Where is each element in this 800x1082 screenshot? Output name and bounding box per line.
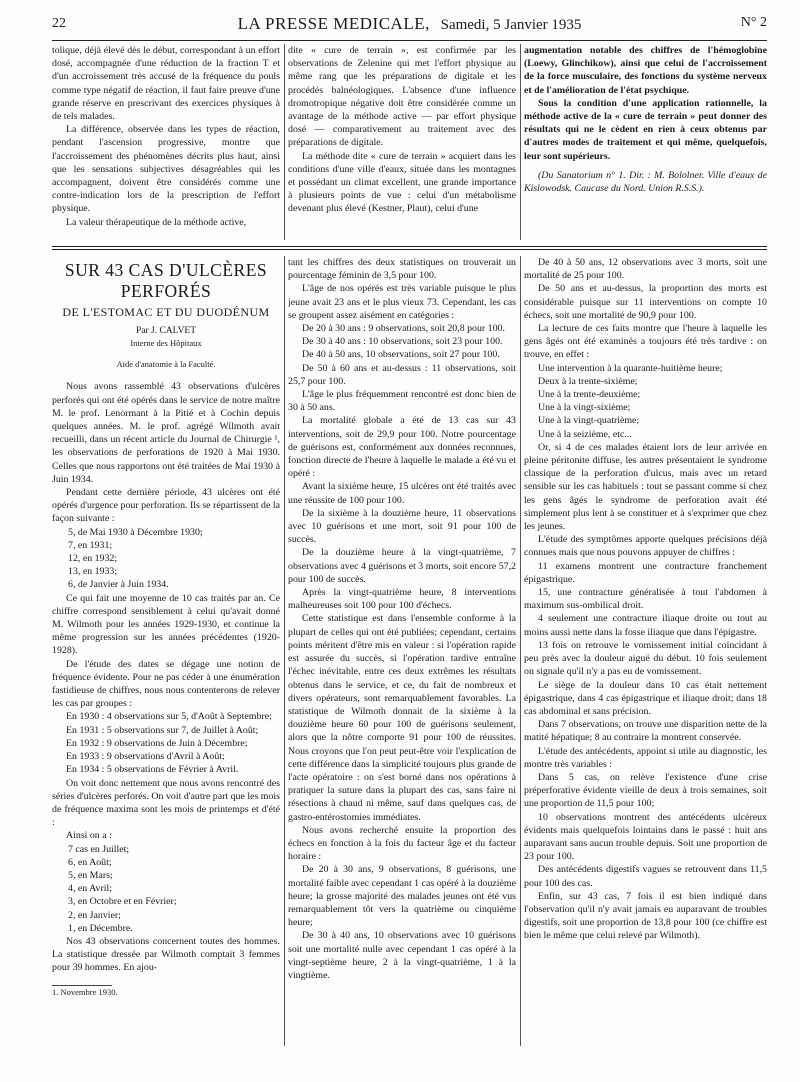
page-number: 22 bbox=[52, 16, 66, 31]
paragraph: De 50 ans et au-dessus, la proportion des morts est considérable puisque sur 11 interventions on compte 10 échecs, soit une mortalité de 90,9 pour 100. bbox=[524, 283, 767, 321]
paragraph: 5, en Mars; bbox=[68, 869, 113, 881]
paragraph: 11 examens montrent une contracture franchement épigastrique. bbox=[524, 560, 767, 585]
paragraph: Une intervention à la quarante-huitième heure; bbox=[538, 362, 723, 374]
paragraph: Cette statistique est dans l'ensemble conforme à la plupart de celles qui ont été publiées; cependant, certains points méritent d'être mis en valeur : si l'opération rapide est assurée du succès, si l'opération tardive entraîne l'échec inévitable, entre ces deux extrêmes les résultats obtenus dans le service, et ce, du fait de nombreux et divers opérateurs, sont remarquablement favorables. La statistique de Wilmoth donnait de la sixième à la douzième heure 60 pour 100 de guérisons seulement, alors que la nôtre comporte 91 pour 100 de réussites. Nous croyons que l'on peut peut-être voir l'explication de cette différence dans la simplicité toujours plus grande de l'acte opératoire : on s'est borné dans nos opérations à pratiquer la suture dans la plupart des cas, sans faire ni résections à chaud ni même, sauf dans quelques cas, de gastro-entérostomies immédiates. bbox=[288, 613, 516, 823]
issue-number: N° 2 bbox=[740, 15, 767, 30]
paragraph: Une à la trente-deuxième; bbox=[538, 389, 641, 401]
paragraph: Sous la condition d'une application rationnelle, la méthode active de la « cure de terrain » peut donner des résultats qui ne le cèdent en rien à ceux obtenus par d'autres modes de traitement et qui même, quelquefois, leur sont supérieurs. bbox=[524, 97, 767, 162]
author-role: Interne des Hôpitaux bbox=[130, 338, 202, 349]
paragraph: La valeur thérapeutique de la méthode active, bbox=[66, 216, 247, 228]
article-column-2 bbox=[288, 256, 516, 1066]
affiliation-note: (Du Sanatorium n° 1. Dir. : M. Bololner. Ville d'eaux de Kislowodsk. Caucase du Nord. Union R.S.S.). bbox=[524, 169, 767, 195]
paragraph: De 50 à 60 ans et au-dessus : 11 observations, soit 25,7 pour 100. bbox=[288, 362, 516, 387]
paragraph: 3, en Octobre et en Février; bbox=[68, 896, 177, 908]
paragraph: De 30 à 40 ans : 10 observations, soit 23 pour 100. bbox=[302, 336, 503, 348]
paragraph: Après la vingt-quatrième heure, 8 interventions malheureuses soit 100 pour 100 d'échecs. bbox=[288, 587, 516, 612]
paragraph: La méthode dite « cure de terrain » acquiert dans les conditions d'une ville d'eaux, située dans les montagnes et possédant un climat excellent, une grande importance à plusieurs points de vue : celui d'un métabolisme devenant plus élevé (Kestner, Plaut), celui d'une bbox=[288, 150, 516, 215]
paragraph: Or, si 4 de ces malades étaient lors de leur arrivée en pleine péritonite diffuse, les autres présentaient le syndrome classique de la perforation d'ulcus, mais avec un retard sensible sur les cas habituels : tout se passant comme si chez les gens âgés le syndrome de perforation avait été simplement plus lent à se constituer et à s'exprimer que chez les jeunes. bbox=[524, 441, 767, 533]
paragraph: tant les chiffres des deux statistiques on trouverait un pourcentage féminin de 3,5 pour 100. bbox=[288, 257, 516, 282]
paragraph: En 1932 : 9 observations de Juin à Décembre; bbox=[66, 737, 248, 749]
paragraph: 10 observations montrent des antécédents ulcéreux évidents mais quelquefois lointains dans le passé : huit ans auparavant sans aucun trouble depuis. Soit une proportion de 23 pour 100. bbox=[524, 811, 767, 863]
paragraph: L'âge de nos opérés est très variable puisque le plus jeune avait 23 ans et le plus vieux 73. Cependant, les cas se groupent assez aisément en catégories : bbox=[288, 283, 516, 321]
article-title bbox=[52, 260, 280, 302]
paragraph: 13, en 1933; bbox=[68, 566, 118, 578]
paragraph: tolique, déjà élevé dès le début, correspondant à un effort dosé, accompagnée d'une réduction de la fraction T et d'un accroissement très accusé de la fréquence du pouls comme type négatif de réaction, il faut faire preuve d'une grande réserve en prescrivant des exercices physiques à de tels malades. bbox=[52, 45, 280, 123]
article-column-1 bbox=[52, 256, 280, 1066]
paragraph: 6, de Janvier à Juin 1934. bbox=[68, 579, 169, 591]
paragraph: L'étude des symptômes apporte quelques précisions déjà connues mais que nous pouvons appuyer de chiffres : bbox=[524, 534, 767, 559]
paragraph: Deux à la trente-sixième; bbox=[538, 375, 638, 387]
paragraph: La différence, observée dans les types de réaction, pendant l'ascension progressive, montre que l'accroissement des phénomènes décrits plus haut, ainsi que les sensations subjectives désagréables qui les accompagnent, doivent être considérés comme une contre-indication lors de la prescription de l'effort physique. bbox=[52, 124, 280, 215]
masthead bbox=[52, 14, 767, 34]
article-text bbox=[52, 380, 280, 974]
paragraph: En 1934 : 5 observations de Février à Avril. bbox=[66, 764, 239, 776]
paragraph: De 40 à 50 ans, 12 observations avec 3 morts, soit une mortalité de 25 pour 100. bbox=[524, 257, 767, 282]
paragraph: Nous avons rassemblé 43 observations d'ulcères perforés qui ont été opérés dans le service de notre maître M. le prof. Lenormant à la Pitié et à Cochin depuis quelques années. M. le prof. agrégé Wilmoth avait recueilli, dans un récent article du Journal de Chirurgie ¹, les observations de perforations de 1920 à Mai 1930. Celles que nous rapportons ont été traitées de Mai 1930 à Juin 1934. bbox=[52, 381, 280, 485]
paragraph: En 1933 : 9 observations d'Avril à Août; bbox=[66, 751, 225, 763]
paragraph: Ainsi on a : bbox=[66, 830, 112, 842]
paragraph: Dans 7 observations, on trouve une disparition nette de la matité hépatique; 8 au contraire la montrent conservée. bbox=[524, 719, 767, 744]
title-line-1: SUR 43 CAS D'ULCÈRES bbox=[64, 260, 268, 280]
top-column-1 bbox=[52, 44, 280, 244]
section-rule bbox=[52, 246, 767, 247]
paragraph: 1, en Décembre. bbox=[68, 922, 133, 934]
masthead-date: Samedi, 5 Janvier 1935 bbox=[440, 17, 582, 33]
section-rule bbox=[52, 249, 767, 250]
paragraph: Une à la vingt-sixième; bbox=[538, 402, 631, 414]
paragraph: augmentation notable des chiffres de l'hémoglobine (Loewy, Glinchikow), ainsi que celui de l'accroissement de la force musculaire, des fonctions du système nerveux et de l'amélioration de l'état psychique. bbox=[524, 45, 767, 96]
header-rule bbox=[52, 40, 767, 41]
footnote: 1. Novembre 1930. bbox=[52, 986, 118, 997]
paragraph: De la douzième heure à la vingt-quatrième, 7 observations avec 4 guérisons et 3 morts, soit encore 57,2 pour 100 de succès. bbox=[288, 547, 516, 585]
column-divider bbox=[284, 256, 285, 1046]
paragraph: L'étude des antécédents, appoint si utile au diagnostic, les montre très variables : bbox=[524, 745, 767, 770]
paragraph: 5, de Mai 1930 à Décembre 1930; bbox=[68, 526, 203, 538]
top-column-3 bbox=[524, 44, 767, 244]
paragraph: Le siège de la douleur dans 10 cas était nettement épigastrique, dans 4 cas épigastrique et iliaque droit; dans 18 cas abdominal et sans précision. bbox=[524, 679, 767, 717]
paragraph: Enfin, sur 43 cas, 7 fois il est bien indiqué dans l'observation qu'il n'y avait jamais eu auparavant de troubles digestifs, soit une proportion de 13,8 pour 100 (ce chiffre est bien le même que celui relevé par Wilmoth). bbox=[524, 890, 767, 942]
paragraph: Une à la seizième, etc... bbox=[538, 428, 632, 440]
paragraph: 4 seulement une contracture iliaque droite ou tout au moins aussi nette dans la fosse iliaque que dans l'épigastre. bbox=[524, 613, 767, 638]
top-column-2 bbox=[288, 44, 516, 244]
paragraph: De 20 à 30 ans, 9 observations, 8 guérisons, une mortalité faible avec cependant 1 cas opéré à la douzième heure; la grosse majorité des malades jeunes ont été vus remarquablement tôt vers la quatrième ou cinquième heure; bbox=[288, 864, 516, 929]
column-divider bbox=[284, 44, 285, 240]
paragraph: 12, en 1932; bbox=[68, 553, 118, 565]
column-divider bbox=[520, 256, 521, 1046]
paragraph: 15, une contracture généralisée à tout l'abdomen à maximum sus-ombilical droit. bbox=[524, 587, 767, 612]
paragraph: En 1931 : 5 observations sur 7, de Juillet à Août; bbox=[66, 724, 259, 736]
paragraph: La mortalité globale a été de 13 cas sur 43 interventions, soit de 29,9 pour 100. Notre pourcentage de guérisons est, conformément aux données reconnues, fonction directe de l'heure à laquelle le malade a été vu et opéré : bbox=[288, 415, 516, 480]
paragraph: Des antécédents digestifs vagues se retrouvent dans 11,5 pour 100 des cas. bbox=[524, 864, 767, 889]
paragraph: De 20 à 30 ans : 9 observations, soit 20,8 pour 100. bbox=[302, 323, 505, 335]
author-role: Aide d'anatomie à la Faculté. bbox=[116, 359, 216, 370]
paragraph: Avant la sixième heure, 15 ulcères ont été traités avec une réussite de 100 pour 100. bbox=[288, 481, 516, 506]
column-divider bbox=[520, 44, 521, 240]
paragraph: Nos 43 observations concernent toutes des hommes. La statistique dressée par Wilmoth comptait 3 femmes pour 39 hommes. En ajou- bbox=[52, 935, 280, 974]
page-header bbox=[52, 12, 767, 38]
paragraph: Dans 5 cas, on relève l'existence d'une crise préperforative évidente vieille de deux à trois semaines, soit une proportion de 11,5 pour 100; bbox=[524, 771, 767, 810]
paragraph: En 1930 : 4 observations sur 5, d'Août à Septembre; bbox=[66, 711, 272, 723]
masthead-title: LA PRESSE MEDICALE, bbox=[237, 14, 430, 33]
paragraph: 4, en Avril; bbox=[68, 883, 112, 895]
paragraph: 6, en Août; bbox=[68, 856, 112, 868]
article-column-3 bbox=[524, 256, 767, 1066]
paragraph: 13 fois on retrouve le vomissement initial coïncidant à peu près avec la douleur aiguë du début. 10 fois seulement on signale qu'il n'y a pas eu de vomissement. bbox=[524, 639, 767, 678]
paragraph: De la sixième à la douzième heure, 11 observations avec 10 guérisons et une mort, soit 91 pour 100 de succès. bbox=[288, 507, 516, 546]
paragraph: Nous avons recherché ensuite la proportion des échecs en fonction à la fois du facteur âge et du facteur horaire : bbox=[288, 824, 516, 863]
paragraph: 7 cas en Juillet; bbox=[68, 843, 130, 855]
paragraph: 2, en Janvier; bbox=[68, 909, 121, 921]
title-line-2: PERFORÉS bbox=[120, 281, 212, 301]
article-subtitle: DE L'ESTOMAC ET DU DUODÉNUM bbox=[62, 305, 270, 319]
paragraph: La lecture de ces faits montre que l'heure à laquelle les gens âgés ont été examinés a toujours été très tardive : on trouve, en effet : bbox=[524, 323, 767, 361]
paragraph: dite « cure de terrain », est confirmée par les observations de Zelenine qui met l'effort physique au même rang que les préparations de digitale et les procédés balnéologiques. L'absence d'une influence dromotropique négative doit être considérée comme un avantage de la méthode active — par effort physique dosé — comparativement au traitement avec des préparations de digitale. bbox=[288, 45, 516, 149]
article-text bbox=[288, 256, 516, 982]
paragraph: Ce qui fait une moyenne de 10 cas traités par an. Ce chiffre correspond sensiblement à celui qu'avait donné M. Wilmoth pour les années 1929-1930, et continue la même progression sur les années précédentes (1920-1928). bbox=[52, 592, 280, 657]
article-text bbox=[524, 256, 767, 943]
paragraph: L'âge le plus fréquemment rencontré est donc bien de 30 à 50 ans. bbox=[288, 389, 516, 414]
paragraph: De l'étude des dates se dégage une notion de fréquence évidente. Pour ne pas céder à une énumération fastidieuse de chiffres, nous nous contenterons de relever les cas par groupes : bbox=[52, 658, 280, 710]
paragraph: Pendant cette dernière période, 43 ulcères ont été opérés d'urgence pour perforation. Ils se répartissent de la façon suivante : bbox=[52, 487, 280, 525]
paragraph: 7, en 1931; bbox=[68, 539, 113, 551]
paragraph: On voit donc nettement que nous avons rencontré des séries d'ulcères perforés. On voit d'autre part que les mois de fréquence maxima sont les mois de printemps et d'été : bbox=[52, 777, 280, 829]
paragraph: De 40 à 50 ans, 10 observations, soit 27 pour 100. bbox=[302, 349, 500, 361]
paragraph: De 30 à 40 ans, 10 observations avec 10 guérisons soit une mortalité nulle avec cependant 1 cas opéré à la vingt-septième heure, 2 à la vingt-quatrième, 1 à la vingtième. bbox=[288, 930, 516, 981]
paragraph: Une à la vingt-quatrième; bbox=[538, 415, 640, 427]
author-name: Par J. CALVET bbox=[135, 326, 197, 337]
